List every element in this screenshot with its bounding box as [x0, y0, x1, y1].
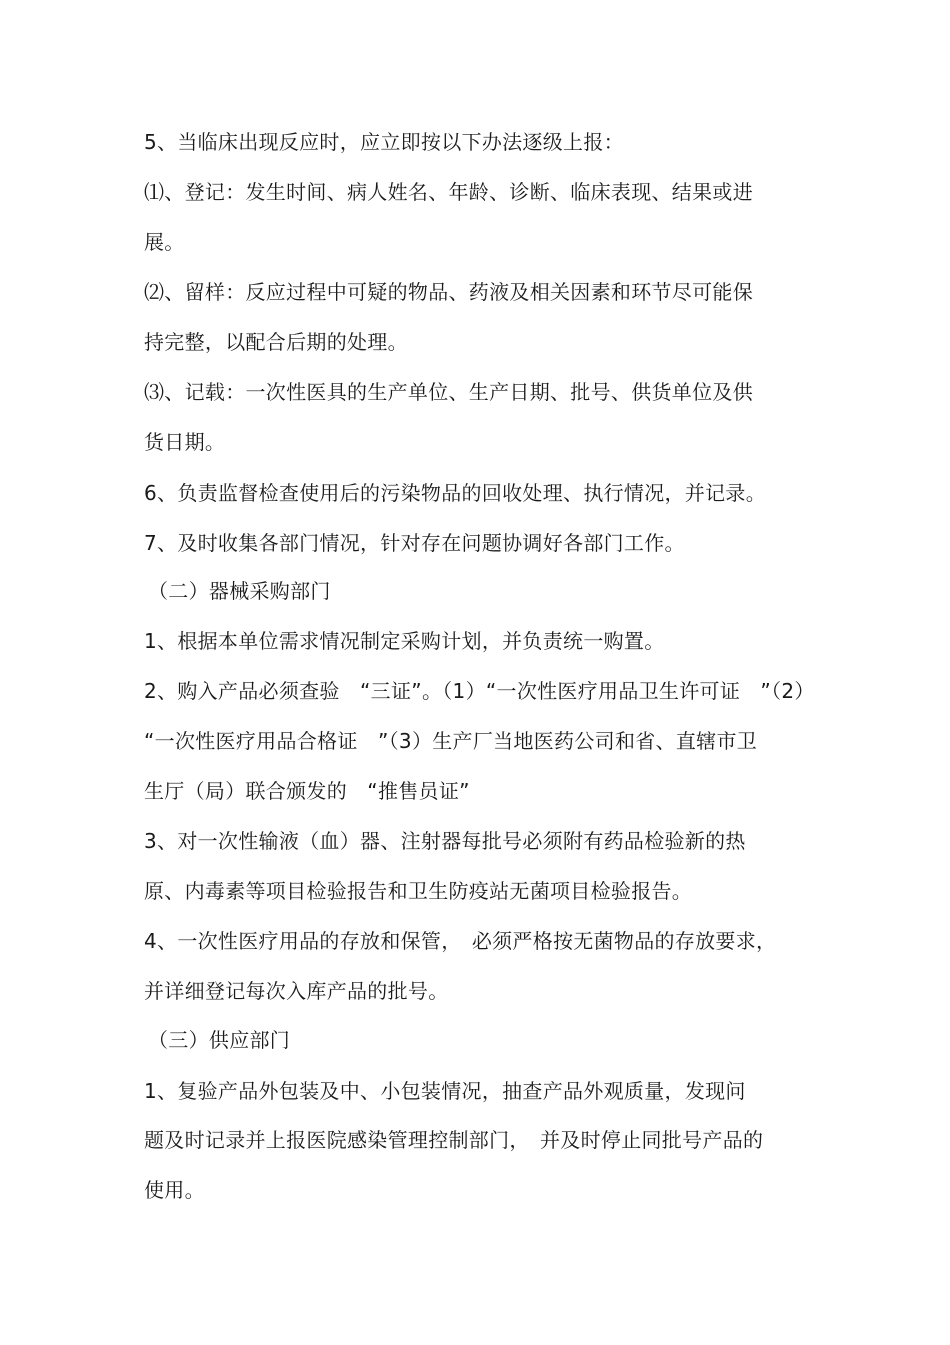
paragraph-line: 2、购入产品必须查验 “三证”。（1）“一次性医疗用品卫生许可证 ”（2） [144, 679, 815, 703]
paragraph-line: 4、一次性医疗用品的存放和保管， 必须严格按无菌物品的存放要求， [144, 929, 777, 953]
paragraph-line: 7、及时收集各部门情况，针对存在问题协调好各部门工作。 [144, 531, 685, 555]
paragraph-line: 原、内毒素等项目检验报告和卫生防疫站无菌项目检验报告。 [144, 879, 693, 903]
paragraph-line: 生厅（局）联合颁发的 “推售员证” [144, 779, 470, 803]
paragraph-line: 1、复验产品外包装及中、小包装情况，抽查产品外观质量，发现问 [144, 1079, 746, 1103]
paragraph-line: 并详细登记每次入库产品的批号。 [144, 979, 449, 1003]
paragraph-line: “一次性医疗用品合格证 ”（3）生产厂当地医药公司和省、直辖市卫 [144, 729, 758, 753]
paragraph-line: ⑵、留样：反应过程中可疑的物品、药液及相关因素和环节尽可能保 [144, 280, 753, 304]
paragraph-line: 题及时记录并上报医院感染管理控制部门， 并及时停止同批号产品的 [144, 1128, 764, 1152]
section-heading: （三）供应部门 [148, 1028, 291, 1052]
paragraph-line: ⑴、登记：发生时间、病人姓名、年龄、诊断、临床表现、结果或进 [144, 180, 753, 204]
paragraph-line: 5、当临床出现反应时，应立即按以下办法逐级上报： [144, 130, 624, 154]
paragraph-line: 货日期。 [144, 430, 226, 454]
section-heading: （二）器械采购部门 [148, 579, 331, 603]
paragraph-line: 1、根据本单位需求情况制定采购计划，并负责统一购置。 [144, 629, 665, 653]
paragraph-line: 持完整，以配合后期的处理。 [144, 330, 408, 354]
paragraph-line: 6、负责监督检查使用后的污染物品的回收处理、执行情况，并记录。 [144, 481, 767, 505]
paragraph-line: 展。 [144, 230, 185, 254]
paragraph-line: ⑶、记载：一次性医具的生产单位、生产日期、批号、供货单位及供 [144, 380, 753, 404]
paragraph-line: 3、对一次性输液（血）器、注射器每批号必须附有药品检验新的热 [144, 829, 746, 853]
paragraph-line: 使用。 [144, 1178, 205, 1202]
